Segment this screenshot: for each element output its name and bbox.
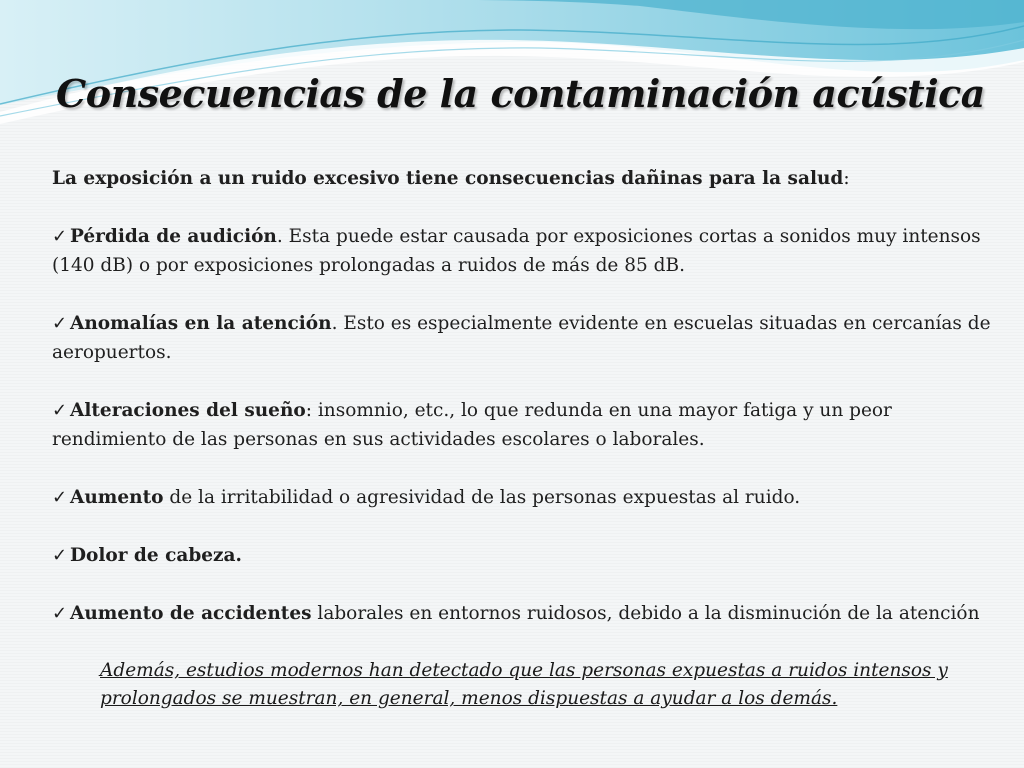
item-lead: Alteraciones del sueño: [70, 400, 306, 421]
intro-paragraph: [52, 164, 997, 193]
consequence-item-sleep: [52, 396, 997, 454]
checkmark-icon: ✓: [52, 226, 68, 247]
footer-note: Además, estudios modernos han detectado que las personas expuestas a ruidos intensos y prolongados se muestran, en general, menos dispuestas a ayudar a los demás.: [100, 660, 948, 709]
checkmark-icon: ✓: [52, 400, 68, 421]
item-lead: Aumento de accidentes: [70, 603, 312, 624]
item-lead: Pérdida de audición: [70, 226, 277, 247]
checkmark-icon: ✓: [52, 313, 68, 334]
consequence-item-accidents: [52, 599, 997, 628]
checkmark-icon: ✓: [52, 545, 68, 566]
item-lead: Dolor de cabeza.: [70, 545, 242, 566]
decorative-wave-header: [0, 0, 1024, 140]
item-lead: Aumento: [70, 487, 164, 508]
item-text: . Esto es especialmente evidente en escuelas situadas en cercanías de aeropuertos.: [52, 313, 991, 363]
intro-bold-text: La exposición a un ruido excesivo tiene consecuencias dañinas para la salud: [52, 168, 844, 189]
item-text: de la irritabilidad o agresividad de las personas expuestas al ruido.: [163, 487, 801, 508]
item-text: : insomnio, etc., lo que redunda en una mayor fatiga y un peor rendimiento de las personas en sus actividades escolares o laborales.: [52, 400, 892, 450]
consequence-item-irritability: [52, 483, 997, 512]
checkmark-icon: ✓: [52, 487, 68, 508]
slide-title: Consecuencias de la contaminación acústica: [56, 71, 985, 116]
item-text: . Esta puede estar causada por exposiciones cortas a sonidos muy intensos (140 dB) o por exposiciones prolongadas a ruidos de más de 85 dB.: [52, 226, 981, 276]
checkmark-icon: ✓: [52, 603, 68, 624]
slide-content: [52, 164, 997, 713]
consequence-item-hearing-loss: [52, 222, 997, 280]
intro-suffix: :: [843, 168, 850, 189]
consequence-item-headache: [52, 541, 997, 570]
item-lead: Anomalías en la atención: [70, 313, 332, 334]
item-text: laborales en entornos ruidosos, debido a la disminución de la atención: [311, 603, 980, 624]
consequence-item-attention: [52, 309, 997, 367]
